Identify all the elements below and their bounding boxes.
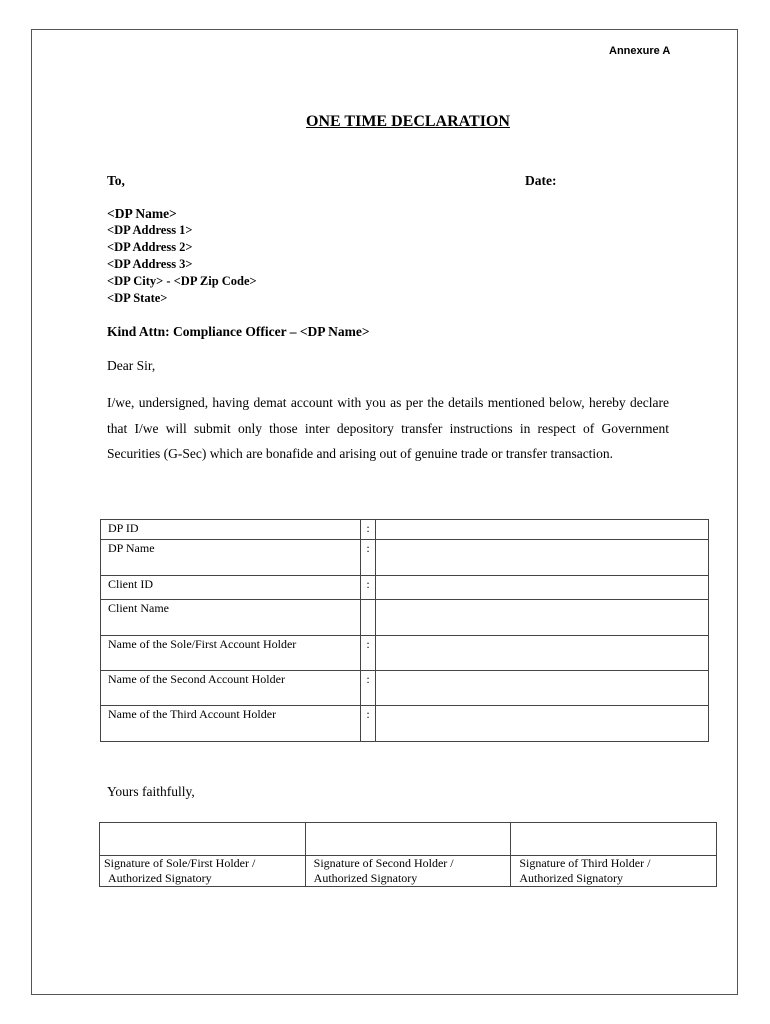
row-label: DP ID — [101, 520, 361, 540]
dp-name-line: <DP Name> — [107, 206, 177, 221]
declaration-body: I/we, undersigned, having demat account with you as per the details mentioned below, hereby declare that I/we will submit only those inter depository transfer instructions in respect of Government Securities (G-Sec) which are bonafide and arising out of genuine trade or transfer transaction. — [107, 395, 669, 461]
row-value-field[interactable] — [376, 520, 709, 540]
date-label: Date: — [525, 173, 557, 188]
row-label: Client ID — [101, 576, 361, 600]
signature-label-line: Authorized Signatory — [108, 871, 212, 885]
row-label: Client Name — [101, 600, 361, 636]
signature-space-second-holder[interactable] — [305, 823, 511, 856]
table-row — [101, 520, 709, 540]
row-colon: : — [361, 636, 376, 671]
signature-space-row — [100, 823, 717, 856]
signature-label-line: Signature of Second Holder / — [313, 856, 454, 870]
signature-label-third-holder — [511, 856, 717, 887]
row-colon: : — [361, 520, 376, 540]
row-label: Name of the Second Account Holder — [101, 671, 361, 706]
row-value-field[interactable] — [376, 576, 709, 600]
signature-label-line: Authorized Signatory — [519, 871, 623, 885]
row-label: Name of the Sole/First Account Holder — [101, 636, 361, 671]
table-row — [101, 706, 709, 742]
row-colon: : — [361, 671, 376, 706]
row-value-field[interactable] — [376, 636, 709, 671]
document-title: ONE TIME DECLARATION — [306, 113, 510, 130]
table-row — [101, 671, 709, 706]
row-colon: : — [361, 576, 376, 600]
address-block — [107, 205, 257, 307]
signature-label-line: Signature of Sole/First Holder / — [104, 856, 256, 870]
closing-line: Yours faithfully, — [107, 784, 195, 799]
dp-address-3-line: <DP Address 3> — [107, 257, 193, 271]
account-details-table — [100, 519, 709, 742]
signature-label-line: Signature of Third Holder / — [519, 856, 651, 870]
dp-state-line: <DP State> — [107, 291, 168, 305]
row-value-field[interactable] — [376, 540, 709, 576]
table-row — [101, 540, 709, 576]
annexure-label: Annexure A — [609, 45, 671, 57]
signature-space-third-holder[interactable] — [511, 823, 717, 856]
row-value-field[interactable] — [376, 671, 709, 706]
row-label: Name of the Third Account Holder — [101, 706, 361, 742]
signature-label-row — [100, 856, 717, 887]
row-value-field[interactable] — [376, 600, 709, 636]
to-label: To, — [107, 173, 125, 188]
table-row — [101, 600, 709, 636]
attention-line: Kind Attn: Compliance Officer – <DP Name> — [107, 324, 370, 339]
table-row — [101, 576, 709, 600]
dp-address-1-line: <DP Address 1> — [107, 223, 193, 237]
salutation: Dear Sir, — [107, 358, 156, 373]
row-colon — [361, 600, 376, 636]
signature-label-first-holder — [100, 856, 306, 887]
signature-label-second-holder — [305, 856, 511, 887]
row-label: DP Name — [101, 540, 361, 576]
row-colon: : — [361, 540, 376, 576]
signature-table — [99, 822, 717, 887]
table-row — [101, 636, 709, 671]
signature-space-first-holder[interactable] — [100, 823, 306, 856]
dp-address-2-line: <DP Address 2> — [107, 240, 193, 254]
dp-city-zip-line: <DP City> - <DP Zip Code> — [107, 274, 257, 288]
row-colon: : — [361, 706, 376, 742]
signature-label-line: Authorized Signatory — [313, 871, 418, 885]
row-value-field[interactable] — [376, 706, 709, 742]
